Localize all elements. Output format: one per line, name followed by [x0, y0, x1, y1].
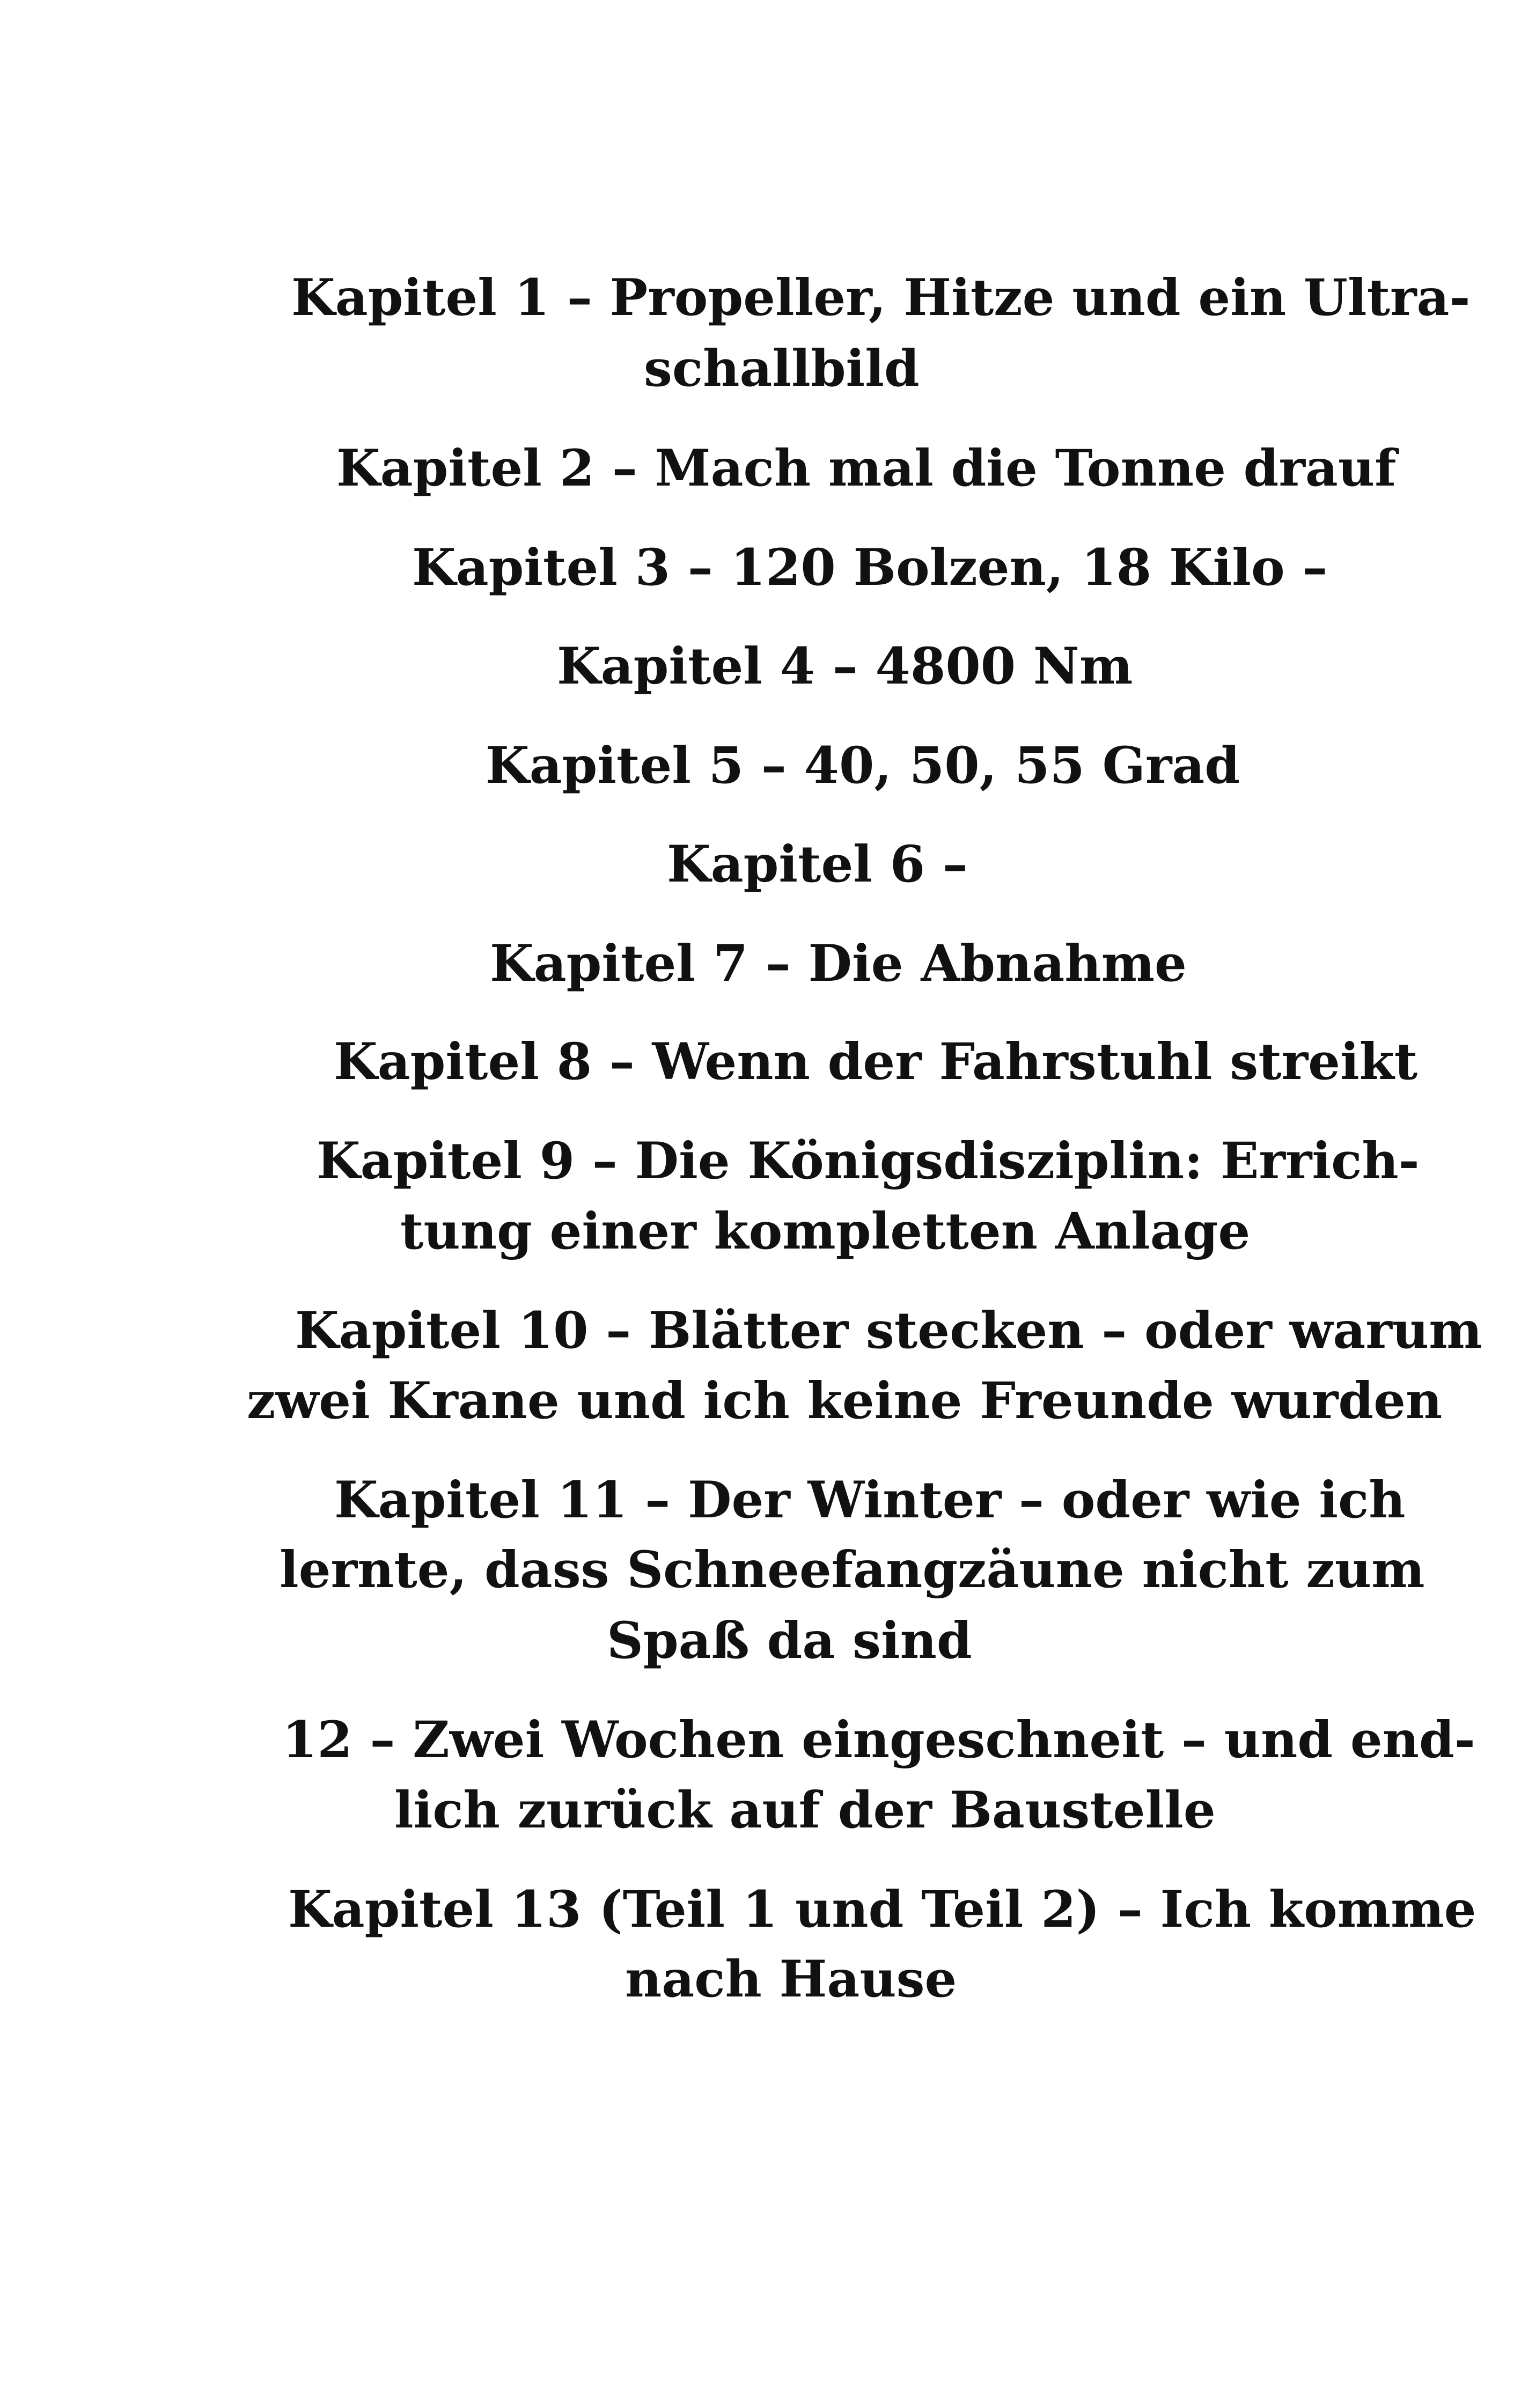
toc-line: Kapitel 10 – Blätter stecken – oder warum: [295, 1301, 1482, 1360]
toc-line: zwei Krane und ich keine Freunde wurden: [247, 1371, 1443, 1430]
toc-line: Kapitel 7 – Die Abnahme: [490, 934, 1187, 993]
toc-line: Kapitel 4 – 4800 Nm: [557, 637, 1133, 696]
toc-line: Kapitel 3 – 120 Bolzen, 18 Kilo –: [412, 538, 1328, 597]
toc-line: Kapitel 5 – 40, 50, 55 Grad: [486, 736, 1240, 795]
toc-line: 12 – Zwei Wochen eingeschneit – und end-: [282, 1710, 1475, 1770]
toc-line: Kapitel 1 – Propeller, Hitze und ein Ultra-: [291, 268, 1471, 327]
toc-line: Kapitel 13 (Teil 1 und Teil 2) – Ich komme: [288, 1880, 1476, 1939]
toc-line: nach Hause: [625, 1950, 957, 2009]
toc-line: schallbild: [644, 339, 920, 398]
toc-line: lich zurück auf der Baustelle: [394, 1781, 1216, 1840]
toc-line: Kapitel 9 – Die Königsdisziplin: Errich-: [317, 1132, 1420, 1191]
toc-line: tung einer kompletten Anlage: [400, 1202, 1251, 1261]
toc-line: Kapitel 11 – Der Winter – oder wie ich: [334, 1471, 1406, 1530]
toc-line: Kapitel 6 –: [667, 835, 968, 894]
toc-line: Spaß da sind: [607, 1611, 972, 1670]
toc-line: lernte, dass Schneefangzäune nicht zum: [280, 1540, 1425, 1599]
toc-line: Kapitel 2 – Mach mal die Tonne drauf: [336, 439, 1397, 498]
toc-line: Kapitel 8 – Wenn der Fahrstuhl streikt: [334, 1032, 1418, 1091]
